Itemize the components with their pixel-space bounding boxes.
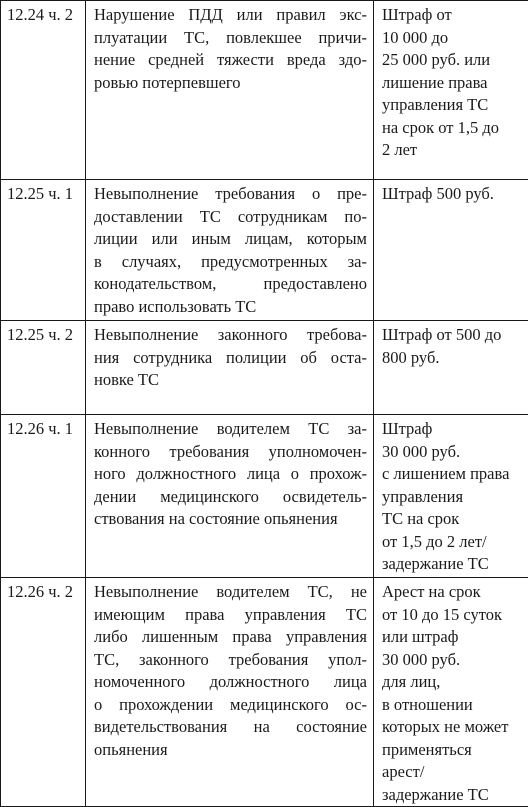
offense-line: новке ТС: [94, 369, 367, 392]
penalty-line: Штраф 500 руб.: [382, 183, 524, 206]
article-cell: 12.26 ч. 2: [1, 578, 86, 807]
table-row: [1, 578, 528, 807]
penalty-line: или штраф: [382, 626, 524, 649]
offense-line: ствования на состояние опьянения: [94, 508, 367, 531]
article-cell: 12.25 ч. 2: [1, 321, 86, 415]
penalty-line: 2 лет: [382, 139, 524, 162]
offense-line: ТС, законного требования упол-: [94, 649, 367, 672]
penalty-line: на срок от 1,5 до: [382, 117, 524, 140]
offense-cell: [86, 1, 374, 180]
penalty-cell: [374, 180, 528, 321]
offense-cell: [86, 578, 374, 807]
offense-line: в случаях, предусмотренных за-: [94, 251, 367, 274]
offense-line: о прохождении медицинского ос-: [94, 694, 367, 717]
offense-line: ния сотрудника полиции об оста-: [94, 347, 367, 370]
offense-line: дении медицинского освидетель-: [94, 486, 367, 509]
penalty-line: от 10 до 15 суток: [382, 604, 524, 627]
offense-line: имеющим права управления ТС: [94, 604, 367, 627]
penalty-line: 10 000 до: [382, 27, 524, 50]
penalty-line: для лиц,: [382, 671, 524, 694]
offense-line: конодательством, предоставлено: [94, 273, 367, 296]
article-cell: 12.26 ч. 1: [1, 415, 86, 578]
penalty-line: Штраф от 500 до: [382, 324, 524, 347]
penalty-line: в отношении: [382, 694, 524, 717]
offense-cell: [86, 415, 374, 578]
table-row: [1, 1, 528, 180]
penalty-line: от 1,5 до 2 лет/: [382, 531, 524, 554]
penalty-line: 30 000 руб.: [382, 649, 524, 672]
table-row: [1, 321, 528, 415]
penalty-cell: [374, 415, 528, 578]
offense-line: либо лишенным права управления: [94, 626, 367, 649]
penalty-line: которых не может: [382, 716, 524, 739]
penalty-table-body: [1, 1, 528, 807]
table-row: [1, 180, 528, 321]
offense-line: лиции или иным лицам, которым: [94, 228, 367, 251]
penalty-line: ТС на срок: [382, 508, 524, 531]
penalty-line: применяться: [382, 739, 524, 762]
offense-cell: [86, 180, 374, 321]
article-cell: 12.25 ч. 1: [1, 180, 86, 321]
offense-line: видетельствования на состояние: [94, 716, 367, 739]
offense-line: ного должностного лица о прохож-: [94, 463, 367, 486]
table-row: [1, 415, 528, 578]
penalty-line: 800 руб.: [382, 347, 524, 370]
offense-line: опьянения: [94, 739, 367, 762]
offense-line: конного требования уполномочен-: [94, 441, 367, 464]
offense-line: номоченного должностного лица: [94, 671, 367, 694]
offense-line: Невыполнение водителем ТС, не: [94, 581, 367, 604]
penalty-line: задержание ТС: [382, 553, 524, 576]
offense-line: Невыполнение водителем ТС за-: [94, 418, 367, 441]
penalty-cell: [374, 578, 528, 807]
offense-line: право использовать ТС: [94, 296, 367, 319]
penalty-line: управления ТС: [382, 94, 524, 117]
penalty-line: арест/: [382, 761, 524, 784]
penalty-cell: [374, 1, 528, 180]
penalty-line: управления: [382, 486, 524, 509]
offense-line: доставлении ТС сотрудникам по-: [94, 206, 367, 229]
offense-line: нение средней тяжести вреда здо-: [94, 49, 367, 72]
penalty-line: Штраф от: [382, 4, 524, 27]
offense-line: ровью потерпевшего: [94, 72, 367, 95]
penalty-line: 25 000 руб. или: [382, 49, 524, 72]
penalty-line: лишение права: [382, 72, 524, 95]
offense-line: Нарушение ПДД или правил экс-: [94, 4, 367, 27]
penalty-line: задержание ТС: [382, 784, 524, 807]
penalty-line: Арест на срок: [382, 581, 524, 604]
offense-line: Невыполнение законного требова-: [94, 324, 367, 347]
penalty-cell: [374, 321, 528, 415]
penalty-line: 30 000 руб.: [382, 441, 524, 464]
offense-line: плуатации ТС, повлекшее причи-: [94, 27, 367, 50]
offense-line: Невыполнение требования о пре-: [94, 183, 367, 206]
article-cell: 12.24 ч. 2: [1, 1, 86, 180]
offense-cell: [86, 321, 374, 415]
penalty-line: с лишением права: [382, 463, 524, 486]
penalty-line: Штраф: [382, 418, 524, 441]
